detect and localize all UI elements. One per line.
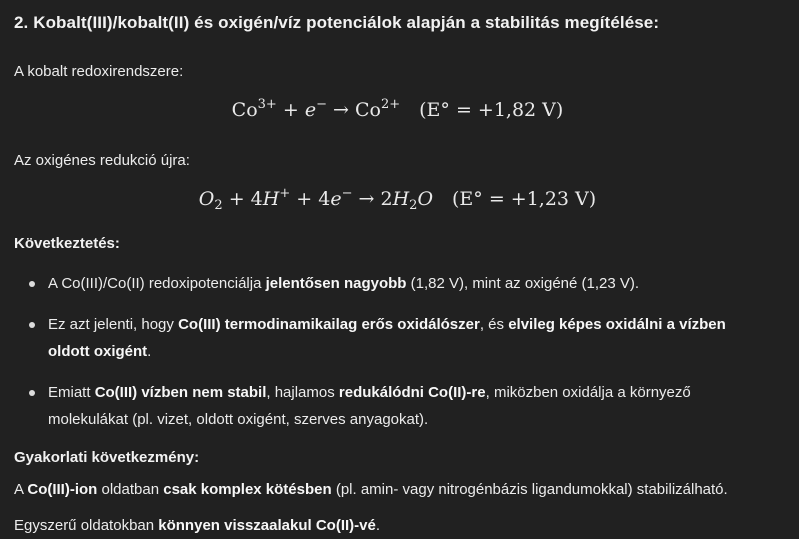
conclusion-list [14, 270, 781, 433]
list-item-text: Ez azt jelenti, hogy Co(III) termodinamikailag erős oxidálószer, és elvileg képes oxidálni a vízben oldott oxigént. [48, 316, 726, 360]
practical-paragraph-2: Egyszerű oldatokban könnyen visszaalakul Co(II)-vé. [14, 517, 381, 534]
list-item-text: A Co(III)/Co(II) redoxipotenciálja jelentősen nagyobb (1,82 V), mint az oxigéné (1,23 V). [48, 275, 640, 292]
list-item-text: Emiatt Co(III) vízben nem stabil, hajlamos redukálódni Co(II)-re, miközben oxidálja a környező molekulákat (pl. vizet, oldott oxigént, szerves anyagokat). [48, 384, 691, 428]
practical-label: Gyakorlati következmény: [14, 449, 200, 466]
section-heading: 2. Kobalt(III)/kobalt(II) és oxigén/víz potenciálok alapján a stabilitás megítélése: [14, 13, 660, 32]
equation-oxygen-reduction: $O_2 + 4H^+ + 4e^- \to 2H_2O$ (E° = +1,23 V) [198, 186, 597, 213]
practical-paragraph-1: A Co(III)-ion oldatban csak komplex kötésben (pl. amin- vagy nitrogénbázis ligandumokkal) stabilizálható. [14, 481, 728, 498]
conclusion-label: Következtetés: [14, 235, 120, 252]
list-item [14, 379, 781, 433]
bullet-icon [29, 281, 35, 287]
list-item [14, 311, 781, 365]
list-item [14, 270, 781, 297]
bullet-icon [29, 390, 35, 396]
intro-cobalt-redox: A kobalt redoxirendszere: [14, 63, 184, 80]
intro-oxygen-reduction: Az oxigénes redukció újra: [14, 152, 190, 169]
bullet-icon [29, 322, 35, 328]
equation-cobalt-redox: $Co^{3+} + e^- \to Co^{2+}$ (E° = +1,82 V) [231, 97, 564, 121]
